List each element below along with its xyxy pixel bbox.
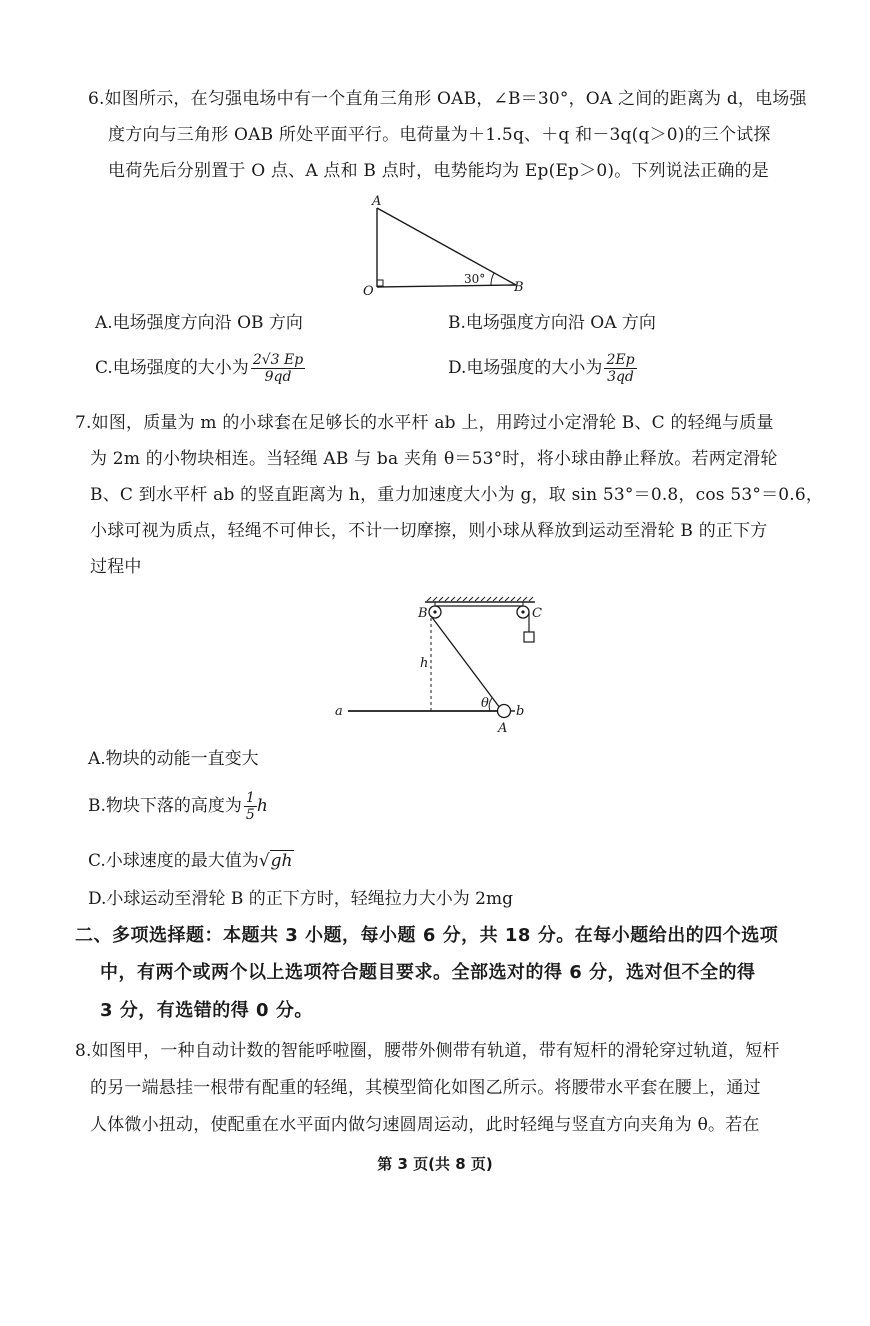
label-A: A (372, 194, 382, 209)
label-B: B (514, 280, 524, 295)
edge-OB (377, 285, 516, 287)
pulley-C-axle (521, 610, 524, 613)
q7-option-a: A.物块的动能一直变大 (88, 749, 259, 769)
label-B: B (418, 606, 428, 621)
q6-option-c-denominator: 9qd (264, 369, 292, 385)
q8-line-3: 人体微小扭动，使配重在水平面内做匀速圆周运动，此时轻绳与竖直方向夹角为 θ。若在 (90, 1115, 760, 1135)
edge-AB (377, 208, 516, 285)
q7-option-b-denominator: 5 (245, 807, 255, 823)
q7-line-1: 7.如图，质量为 m 的小球套在足够长的水平杆 ab 上，用跨过小定滑轮 B、C 的轻绳与质量 (75, 413, 774, 433)
q7-option-b-fraction (244, 790, 257, 823)
q6-triangle-figure (360, 190, 540, 300)
q7-option-c (88, 850, 294, 872)
q6-option-c-label: C.电场强度的大小为 (95, 358, 249, 378)
q6-option-d (448, 352, 637, 385)
pulley-B-axle (433, 610, 436, 613)
q8-line-1: 8.如图甲，一种自动计数的智能呼啦圈，腰带外侧带有轨道，带有短杆的滑轮穿过轨道，短杆 (75, 1041, 780, 1061)
q7-option-b-numerator: 1 (245, 790, 255, 806)
rope-AB (431, 616, 500, 708)
angle-30: 30° (464, 272, 486, 286)
q6-option-c-numerator: 2√3 Ep (252, 352, 304, 368)
label-b: b (516, 704, 525, 719)
section-2-line-3: 3 分，有选错的得 0 分。 (100, 1000, 313, 1021)
right-angle-mark (377, 280, 383, 286)
q7-option-d: D.小球运动至滑轮 B 的正下方时，轻绳拉力大小为 2mg (88, 889, 513, 909)
q7-pulley-figure (330, 590, 560, 740)
q7-option-b (88, 790, 268, 823)
q7-line-4: 小球可视为质点，轻绳不可伸长，不计一切摩擦，则小球从释放到运动至滑轮 B 的正下方 (90, 521, 768, 541)
q6-line-2: 度方向与三角形 OAB 所处平面平行。电荷量为＋1.5q、＋q 和－3q(q＞0)的三个试探 (108, 125, 771, 145)
q6-option-c (95, 352, 305, 385)
q6-option-d-fraction (604, 352, 636, 385)
q6-option-d-label: D.电场强度的大小为 (448, 358, 603, 378)
q7-line-2: 为 2m 的小物块相连。当轻绳 AB 与 ba 夹角 θ＝53°时，将小球由静止释放。若两定滑轮 (90, 449, 778, 469)
q6-option-c-fraction (251, 352, 305, 385)
ball-A (498, 705, 511, 718)
q6-line-3: 电荷先后分别置于 O 点、A 点和 B 点时，电势能均为 Ep(Ep＞0)。下列说法正确的是 (108, 161, 769, 181)
q6-line-1: 6.如图所示，在匀强电场中有一个直角三角形 OAB，∠B＝30°，OA 之间的距离为 d，电场强 (88, 89, 807, 109)
q7-line-3: B、C 到水平杆 ab 的竖直距离为 h，重力加速度大小为 g，取 sin 53°＝0.8，cos 53°＝0.6， (90, 485, 824, 505)
q7-option-c-sqrt: √gh (258, 851, 293, 871)
ceiling-hatch (427, 597, 533, 601)
label-O: O (363, 284, 374, 299)
label-theta: θ (481, 696, 489, 711)
label-a: a (335, 704, 343, 719)
block (524, 632, 534, 642)
q8-line-2: 的另一端悬挂一根带有配重的轻绳，其模型简化如图乙所示。将腰带水平套在腰上，通过 (90, 1078, 761, 1098)
q7-option-c-label: C.小球速度的最大值为 (88, 851, 259, 871)
q7-option-b-suffix: h (256, 796, 268, 816)
q6-option-d-numerator: 2Ep (606, 352, 635, 368)
q7-option-c-radicand: gh (270, 851, 293, 871)
q7-option-b-label: B.物块下落的高度为 (88, 796, 242, 816)
label-h: h (420, 656, 429, 671)
q6-option-a: A.电场强度方向沿 OB 方向 (95, 313, 303, 333)
label-C: C (532, 606, 542, 621)
q6-option-b: B.电场强度方向沿 OA 方向 (448, 313, 656, 333)
page-footer: 第 3 页(共 8 页) (377, 1155, 493, 1173)
label-A: A (498, 721, 508, 736)
q7-line-5: 过程中 (90, 557, 142, 577)
angle-arc-B (491, 273, 494, 286)
section-2-line-2: 中，有两个或两个以上选项符合题目要求。全部选对的得 6 分，选对但不全的得 (100, 962, 756, 983)
angle-arc-theta (489, 698, 492, 711)
section-2-line-1: 二、多项选择题：本题共 3 小题，每小题 6 分，共 18 分。在每小题给出的四个选项 (75, 925, 779, 946)
q6-option-d-denominator: 3qd (607, 369, 634, 385)
